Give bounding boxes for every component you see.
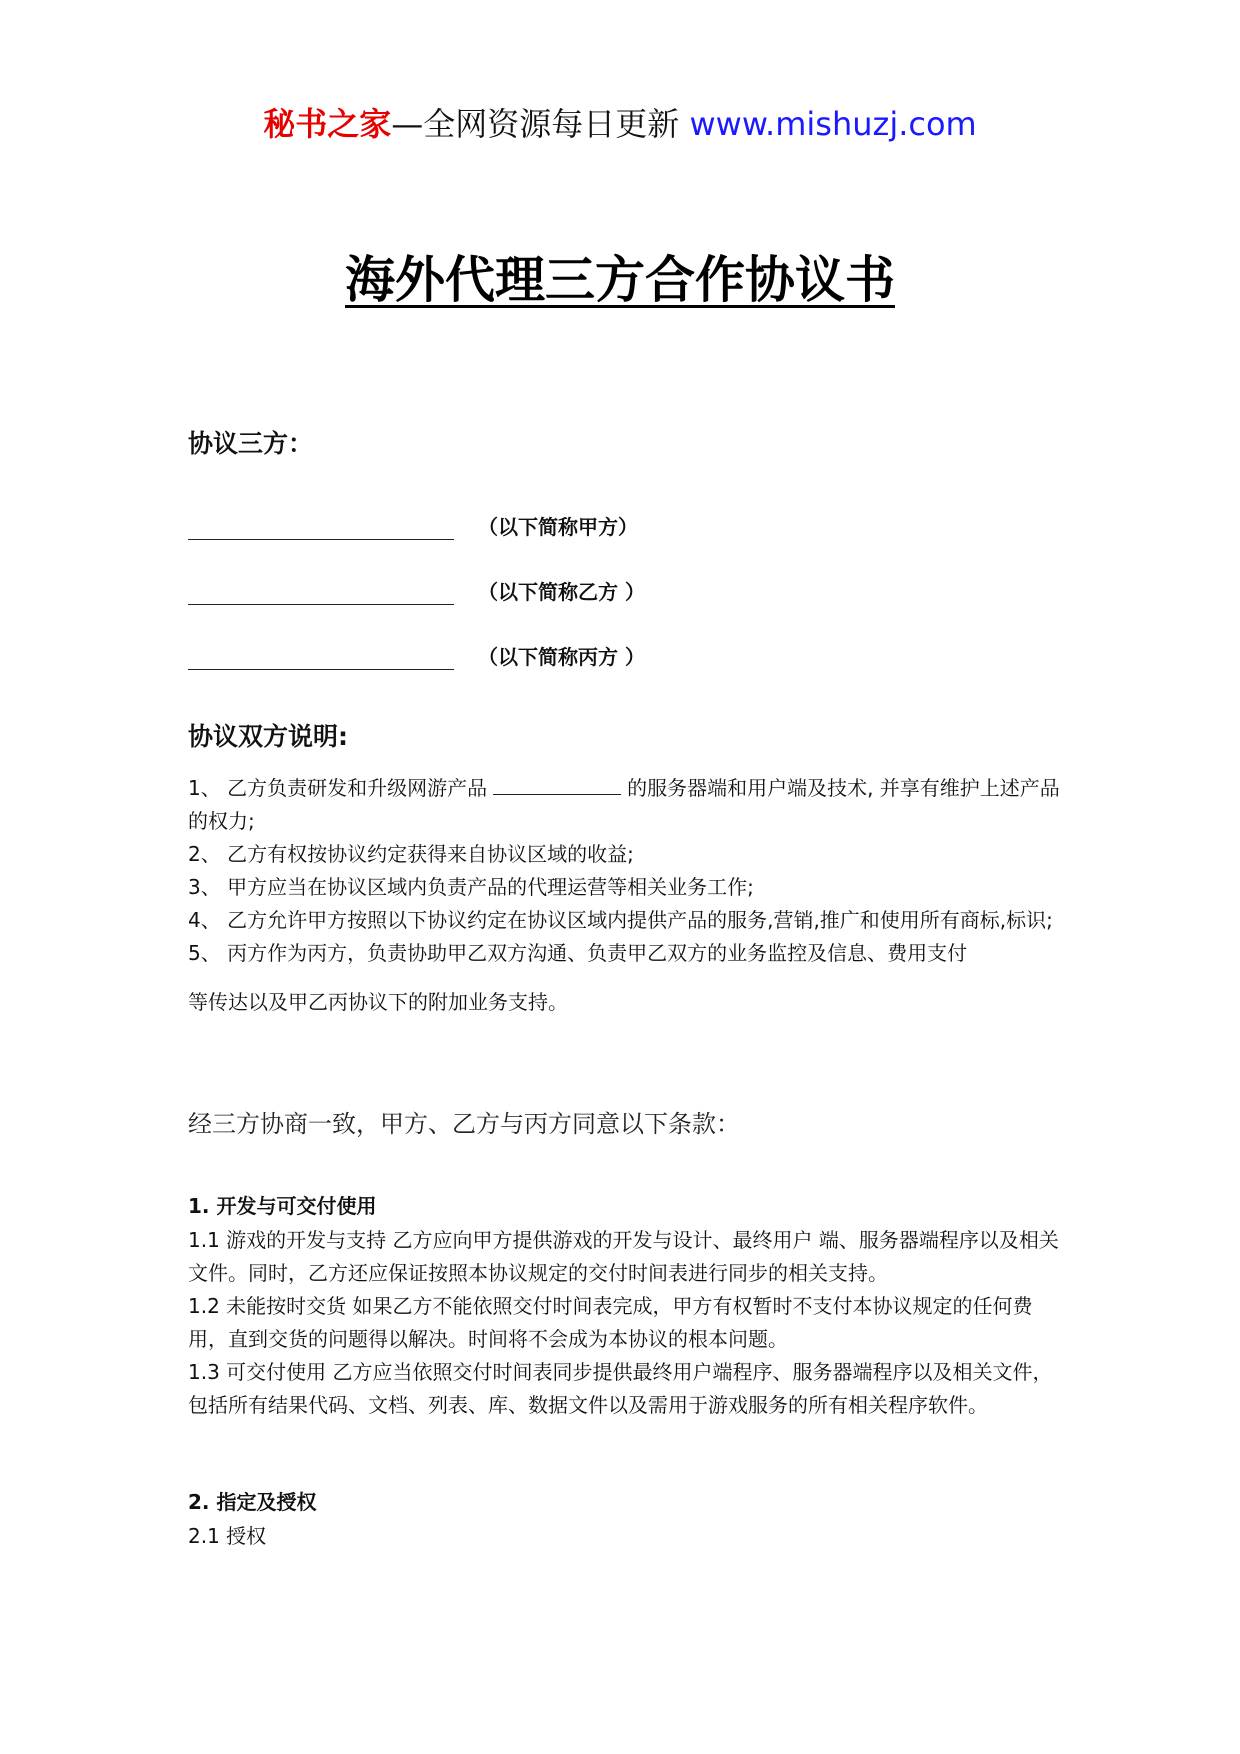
explanation-item-suffix: 的服务器端和用户端及技术, 并享有维护上述产品的权力; xyxy=(188,776,1060,833)
explanation-list xyxy=(188,772,1060,1019)
product-name-blank xyxy=(493,774,621,795)
explanation-item: 5、 丙方作为丙方，负责协助甲乙双方沟通、负责甲乙双方的业务监控及信息、费用支付 xyxy=(188,941,968,965)
party-c-blank xyxy=(188,669,454,670)
clause-item: 1.1 游戏的开发与支持 乙方应向甲方提供游戏的开发与设计、最终用户 端、服务器端程序以及相关文件。同时，乙方还应保证按照本协议规定的交付时间表进行同步的相关支持。 xyxy=(188,1228,1059,1285)
consensus-statement: 经三方协商一致，甲方、乙方与丙方同意以下条款： xyxy=(188,1110,740,1138)
clause-2-body xyxy=(188,1520,1060,1553)
party-c-label: （以下简称丙方 ） xyxy=(478,645,645,669)
explanation-item: 3、 甲方应当在协议区域内负责产品的代理运营等相关业务工作; xyxy=(188,875,754,899)
site-brand: 秘书之家 xyxy=(263,105,392,143)
party-row-b xyxy=(188,575,888,609)
explanation-item-prefix: 1、 乙方负责研发和升级网游产品 xyxy=(188,776,488,800)
explanation-item: 等传达以及甲乙丙协议下的附加业务支持。 xyxy=(188,990,568,1014)
document-title: 海外代理三方合作协议书 xyxy=(345,251,895,309)
party-row-a xyxy=(188,510,888,544)
clause-1-body xyxy=(188,1224,1060,1422)
party-a-label: （以下简称甲方） xyxy=(478,515,638,539)
site-header xyxy=(0,100,1240,148)
party-b-label: （以下简称乙方 ） xyxy=(478,580,645,604)
clause-item: 2.1 授权 xyxy=(188,1524,267,1548)
parties-heading: 协议三方： xyxy=(188,429,314,458)
explanation-item: 2、 乙方有权按协议约定获得来自协议区域的收益; xyxy=(188,842,634,866)
party-b-blank xyxy=(188,604,454,605)
clause-item: 1.3 可交付使用 乙方应当依照交付时间表同步提供最终用户端程序、服务器端程序以及相关文件，包括所有结果代码、文档、列表、库、数据文件以及需用于游戏服务的所有相关程序软件。 xyxy=(188,1360,1053,1417)
explanation-item xyxy=(188,772,1060,838)
explanation-heading: 协议双方说明: xyxy=(188,722,348,751)
clause-1-heading: 1. 开发与可交付使用 xyxy=(188,1194,377,1218)
site-tagline: —全网资源每日更新 xyxy=(391,105,680,143)
clause-item: 1.2 未能按时交货 如果乙方不能依照交付时间表完成，甲方有权暂时不支付本协议规定的任何费用，直到交货的问题得以解决。时间将不会成为本协议的根本问题。 xyxy=(188,1294,1033,1351)
explanation-item: 4、 乙方允许甲方按照以下协议约定在协议区域内提供产品的服务,营销,推广和使用所有商标,标识; xyxy=(188,908,1053,932)
party-a-blank xyxy=(188,539,454,540)
clause-2-heading: 2. 指定及授权 xyxy=(188,1490,317,1514)
site-url-link[interactable]: www.mishuzj.com xyxy=(689,105,977,143)
party-row-c xyxy=(188,640,888,674)
